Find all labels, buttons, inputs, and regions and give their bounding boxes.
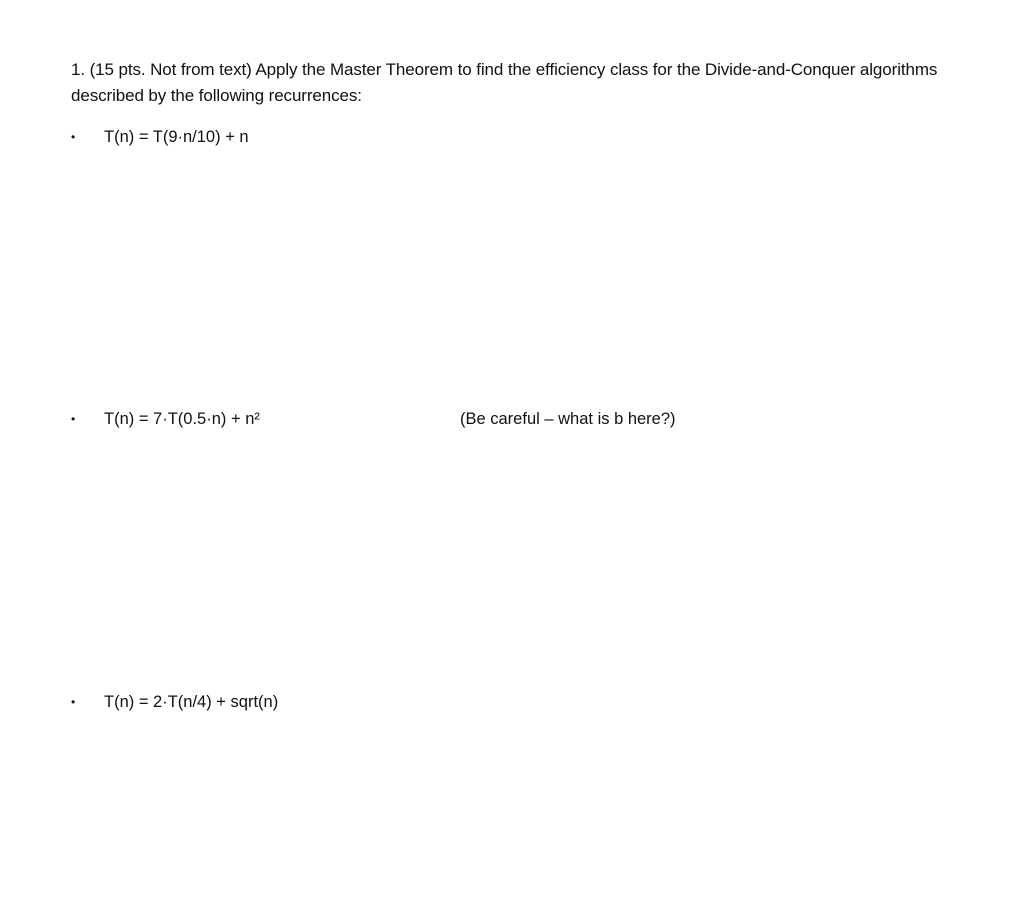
recurrence-note: (Be careful – what is b here?) (460, 410, 676, 428)
recurrence-text: T(n) = T(9·n/10) + n (104, 128, 249, 146)
bullet-marker: • (71, 412, 76, 426)
question-prompt: 1. (15 pts. Not from text) Apply the Master Theorem to find the efficiency class for the Divide-and-Conquer algorithms described by the following recurrences: (71, 60, 938, 105)
recurrence-item (71, 407, 831, 431)
recurrence-text: T(n) = 2·T(n/4) + sqrt(n) (104, 693, 279, 711)
bullet-marker: • (71, 695, 76, 709)
recurrence-text: T(n) = 7·T(0.5·n) + n² (104, 410, 260, 428)
bullet-marker: • (71, 130, 76, 144)
